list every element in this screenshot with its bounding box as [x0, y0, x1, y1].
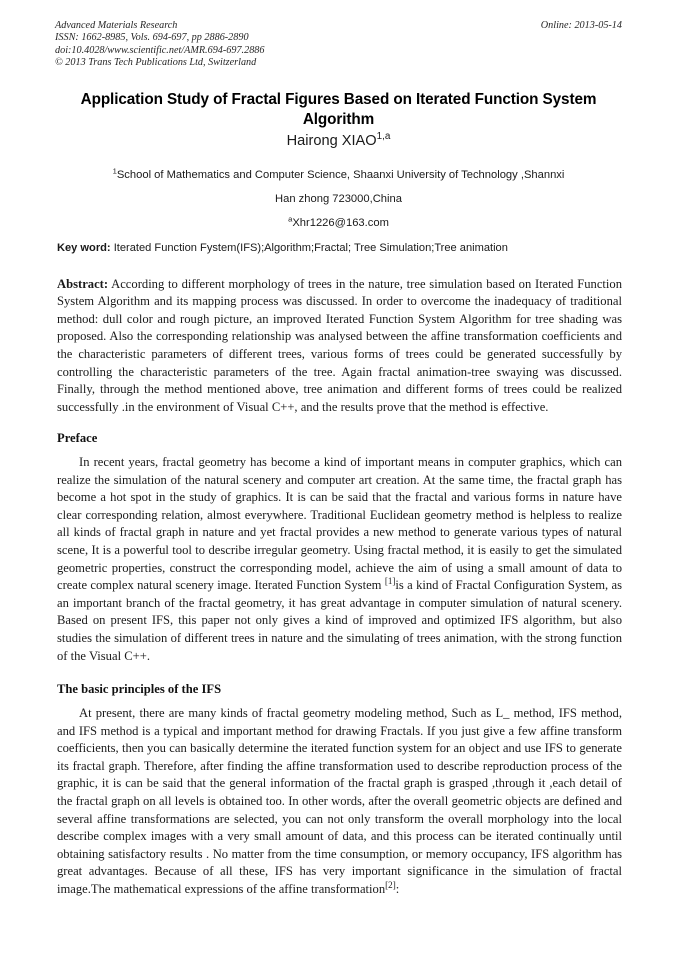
journal-doi: doi:10.4028/www.scientific.net/AMR.694-697.2886 [55, 44, 265, 56]
section-preface-body [57, 454, 622, 665]
author-email [55, 211, 622, 235]
principles-text-part2: : [395, 881, 400, 896]
section-preface [57, 430, 622, 665]
citation-reference-2: [2] [385, 879, 396, 890]
abstract-text: According to different morphology of trees in the nature, tree simulation based on Iterated Function System Algorithm and its mapping process was discussed. In order to overcome the inadequacy of traditional method: dull color and rough picture, an improved Iterated Function System Algorithm for tree shading was proposed. Also the corresponding relationship was analysed between the affine transformation coefficients and the characteristic parameters of different trees, various forms of trees could be generated successfully by controlling the characteristic parameters of the tree. Again fractal animation-tree swaying was discussed. Finally, through the method mentioned above, tree animation and different forms of trees could be realized successfully .in the environment of Visual C++, and the results prove that the method is effective. [57, 276, 622, 414]
keyword-line [57, 241, 622, 256]
author-name-text: Hairong XIAO [286, 133, 377, 149]
section-preface-heading: Preface [57, 431, 98, 445]
preface-text-part2: is a kind of Fractal Configuration System, as an important branch of the fractal geometry, it has great advantage in computer simulation of natural scenery. Based on present IFS, this paper not only gives a kind of improved and optimized IFS algorithm, but also studies the simulation of different trees in nature and the simulating of trees animation, with the strong function of the Visual C++. [57, 578, 622, 663]
keyword-values: Iterated Function Fystem(IFS);Algorithm;Fractal; Tree Simulation;Tree animation [110, 242, 508, 255]
section-basic-principles-body [57, 705, 622, 899]
author-city: Han zhong 723000,China [275, 193, 402, 205]
author-name [55, 131, 622, 151]
affiliation-text: School of Mathematics and Computer Science, Shaanxi University of Technology ,Shannxi [116, 169, 565, 181]
preface-text-part1: In recent years, fractal geometry has become a kind of important means in computer graphics, which can realize the simulation of the natural scenery and computer art creation. At the same time, the fractal graph has become a hot spot in the study of graphics. It is can be said that the fractal and various forms in nature have clear corresponding relation, almost everywhere. Traditional Euclidean geometry method is helpless to realize all kinds of fractal graph in nature and yet fractal provides a new method to generate various types of natural scene, It is a powerful tool to describe irregular geometry. Using fractal method, it is easily to get the simulated geometric properties, construct the corresponding model, achieve the aim of using a small amount of data to create complex natural scenery image. Iterated Function System [57, 455, 622, 593]
journal-name: Advanced Materials Research [55, 20, 178, 31]
email-superscript: a [288, 214, 293, 224]
author-name-superscript: 1,a [376, 131, 391, 143]
keyword-label: Key word: [57, 242, 111, 255]
abstract-paragraph [57, 276, 622, 417]
journal-copyright: © 2013 Trans Tech Publications Ltd, Switzerland [55, 57, 257, 69]
email-text: Xhr1226@163.com [292, 217, 389, 229]
author-block [55, 131, 622, 235]
journal-issn: ISSN: 1662-8985, Vols. 694-697, pp 2886-2890 [55, 32, 249, 44]
journal-online-date: Online: 2013-05-14 [540, 20, 622, 31]
abstract-label: Abstract: [57, 276, 109, 291]
affiliation-superscript: 1 [112, 166, 117, 176]
section-basic-principles [57, 681, 622, 899]
principles-text-part1: At present, there are many kinds of fractal geometry modeling method, Such as L_ method, IFS method, and IFS method is a typical and important method for drawing Fractals. If you just give a few affine transform coefficients, then you can basically determine the iterated function system for an object and use IFS to generate its fractal graph. Therefore, after finding the affine transformation used to describe reproduction process of the graphic, it is can be said that the general information of the fractal graph is grasped ,through it ,each detail of the fractal graph on all levels is obtained too. In other words, after the overall geometric objects are defined and several affine transformations are selected, you can not only transform the overall morphology into the local describe complex images with a very small amount of data, and this process can be iterated continually until obtaining satisfactory results . No matter from the time consumption, or memory occupancy, IFS algorithm has great advantages. Because of all these, IFS has very important significance in the simulation of fractal image.The mathematical expressions of the affine transformation [57, 706, 622, 896]
citation-reference-1: [1] [384, 575, 396, 586]
section-basic-principles-heading: The basic principles of the IFS [57, 682, 222, 696]
page-title: Application Study of Fractal Figures Based on Iterated Function System Algorithm [80, 91, 597, 128]
journal-header [55, 20, 622, 70]
author-affiliation [55, 163, 622, 187]
